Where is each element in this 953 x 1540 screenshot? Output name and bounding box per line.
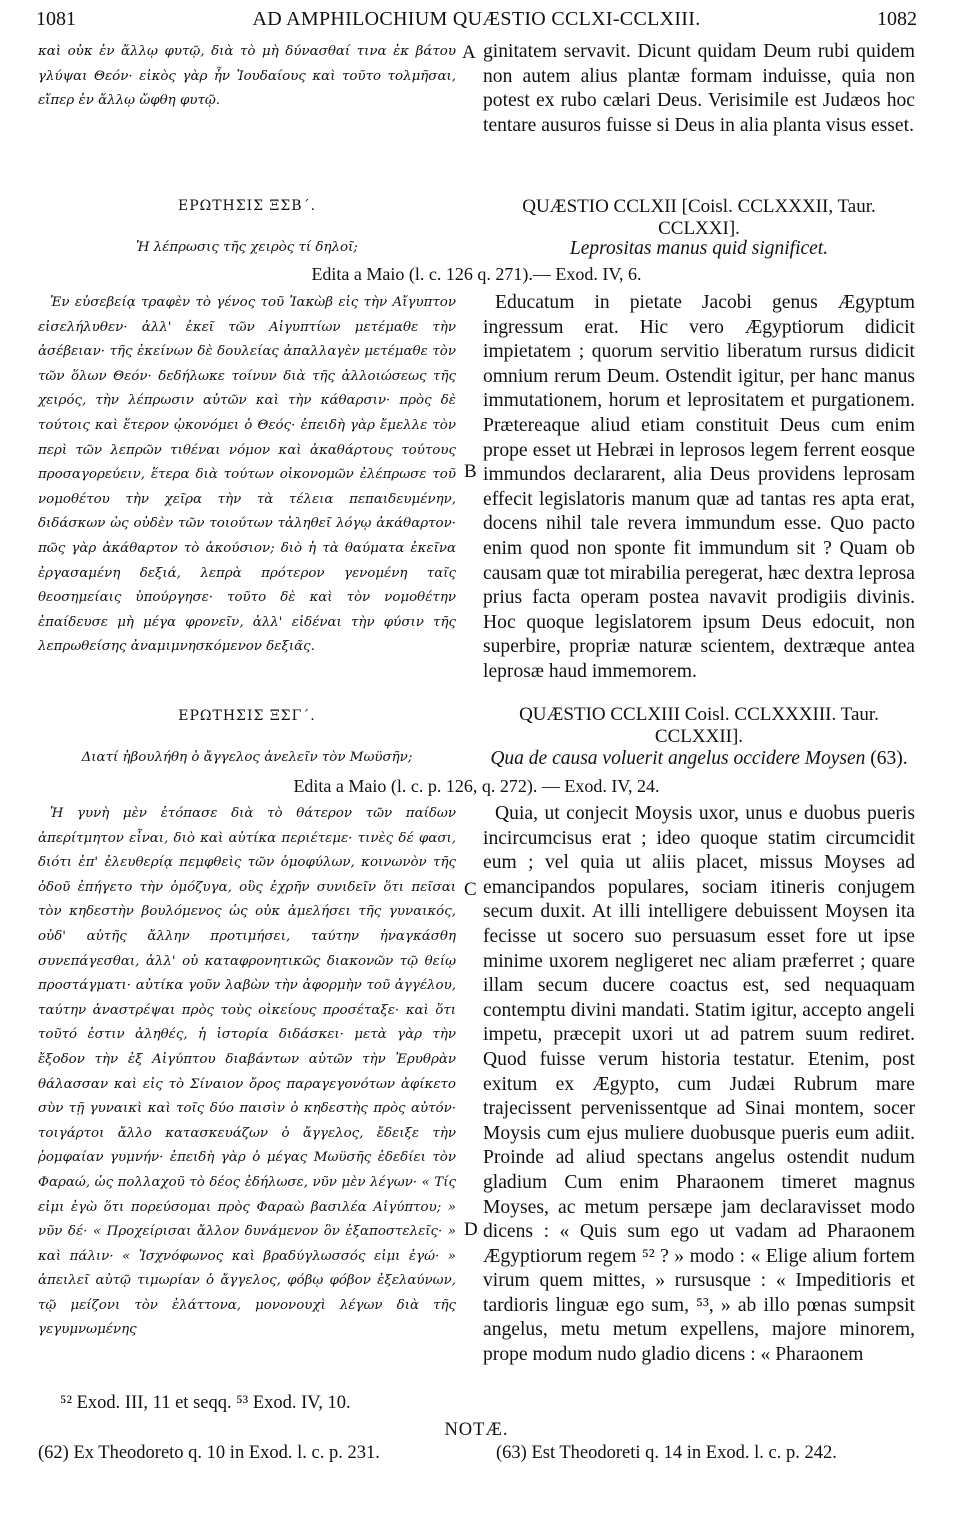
- q263-latin-text: Quia, ut conjecit Moysis uxor, unus e duobus pueris incircumcisus erat ; ideo quoque statim circumcidit eum ; vel quia ut aliis placet, missus Moyses ad emancipandos populares, sociam itineris conjugem secum duxit. At illi intelligere debuissent Moysen ita fecisse ut socero suo persuasum esset fore ut ipse minime uxorem negligeret nec aliam præferret ; quare illam secum ducere coactus est, sed nequaquam contemptu divini mandati. Statim igitur, accepto angeli impetu, præcepit uxori ut ad patrem suum rediret. Quod fuisse verum historia testatur. Etenim, post exitum ex Ægypto, cum Judæi Rubrum mare trajecissent pervenissentque ad Sinai montem, socer Moysis cum ejus muliere duobusque pueris eum adiit. Proinde ad aliud spectans angelus ostendit nudum gladium Cum enim Pharaonem timeret magnus Moyses, ac metum persæpe jam declaravisset modo dicens : « Quis sum ego ut vadam ad Pharaonem Ægyptiorum regem ⁵² ? » modo : « Elige alium fortem virum quem mittes, » rursusque : « Impeditioris et tardioris linguæ ego sum, ⁵³, » ab illo pœnas sumpsit angelus, metu metum expellens, majore minorem, prope modum nudo gladio dicens : « Pharaonem: [483, 803, 915, 1366]
- q262-latin-heading: QUÆSTIO CCLXII [Coisl. CCLXXXII, Taur. CCLXXI].: [522, 196, 876, 239]
- scripture-footnotes: ⁵² Exod. III, 11 et seqq. ⁵³ Exod. IV, 10.: [60, 1393, 351, 1413]
- running-title: AD AMPHILOCHIUM QUÆSTIO CCLXI-CCLXIII.: [252, 8, 701, 30]
- note-63: (63) Est Theodoreti q. 14 in Exod. l. c. p. 242.: [496, 1443, 837, 1463]
- q263-greek-subtitle: Διατί ἠβουλήθη ὁ ἄγγελος ἀνελεῖν τὸν Μωϋσῆν;: [81, 750, 413, 765]
- page-number-right: 1082: [877, 8, 917, 30]
- top-greek-text: καὶ οὐκ ἐν ἄλλῳ φυτῷ, διὰ τὸ μὴ δύνασθαί τινα ἐκ βάτου γλύψαι Θεόν· εἰκὸς γὰρ ἦν Ἰουδαίους καὶ τοῦτο τολμῆσαι, εἴπερ ἐν ἄλλῳ ὤφθη φυτῷ.: [38, 44, 456, 109]
- q263-latin-heading: QUÆSTIO CCLXIII Coisl. CCLXXXIII. Taur. CCLXXII].: [519, 704, 879, 747]
- q262-latin-subtitle: Leprositas manus quid significet.: [569, 238, 829, 259]
- q263-edita-line: Edita a Maio (l. c. p. 126, q. 272). — Exod. IV, 24.: [293, 776, 660, 796]
- q263-greek-text: Ἡ γυνὴ μὲν ἐτόπασε διὰ τὸ θάτερον τῶν παίδων ἀπερίτμητον εἶναι, διὸ καὶ αὐτίκα περιέτεμε· τινὲς δέ φασι, διότι ἐπ' ἐλευθερίᾳ πεμφθεὶς τῶν ὁμοφύλων, κοινωνὸν τῆς ὁδοῦ ἐπήγετο τὴν ὁμόζυγα, οὓς ἐχρῆν συνιδεῖν ὅτι πεῖσαι τὸν κηδεστὴν βουλόμενος ὡς οὐκ ἀμελήσει τῆς γυναικός, οὐδ' αὐτῆς ἄλλην προτιμήσει, ταύτην ἠναγκάσθη συνεπάγεσθαι, ἀλλ' οὐ καταφρονητικῶς διακονῶν τῷ θείῳ προστάγματι· αὐτίκα γοῦν λαβὼν τὴν ἀφορμὴν τοῦ ἀγγέλου, ταύτην ἀναστρέψαι πρὸς τοὺς οἰκείους προσέταξε· καὶ ὅτι τοῦτό ἐστιν ἀληθές, ἡ ἱστορία διδάσκει· μετὰ γὰρ τὴν ἔξοδον τὴν ἐξ Αἰγύπτου διαβάντων αὐτῶν τὴν Ἐρυθρὰν θάλασσαν καὶ εἰς τὸ Σίναιον ὄρος παραγεγονότων ἀφίκετο σὺν τῇ γυναικὶ καὶ τοῖς δύο παισὶν ὁ κηδεστὴς πρὸς αὐτόν· τοιγάρτοι ἄλλο κατασκευάζων ὁ ἄγγελος, ἔδειξε τὴν ῥομφαίαν γυμνήν· ἐπειδὴ γὰρ ὁ μέγας Μωϋσῆς ἐδεδίει τὸν Φαραώ, ὡς πολλαχοῦ τὸ δέος ἐδήλωσε, νῦν μὲν λέγων· « Τίς εἰμι ἐγὼ ὅτι πορεύσομαι πρὸς Φαραὼ βασιλέα Αἰγύπτου; » νῦν δέ· « Προχείρισαι ἄλλον δυνάμενον ὃν ἐξαποστελεῖς· » καὶ πάλιν· « Ἰσχνόφωνος καὶ βραδύγλωσσός εἰμι ἐγώ· » ἀπειλεῖ αὐτῷ τιμωρίαν ὁ ἄγγελος, φόβῳ φόβον ἐξελαύνων, τῷ μείζονι τὸν ἐλάττονα, μονονουχὶ λέγων διὰ τῆς γεγυμνωμένης: [38, 806, 456, 1338]
- margin-letter-a: A: [462, 42, 476, 63]
- top-greek-block: [38, 40, 456, 114]
- top-latin-text: ginitatem servavit. Dicunt quidam Deum rubi quidem non autem alius plantæ formam induisse, quia non potest ex rubo cælari Deus. Verisimile est Judæos hoc tentare ausuros fuisse si Deus in alia planta visus esset.: [483, 41, 915, 136]
- top-latin-block: [483, 40, 915, 138]
- q262-latin-text: Educatum in pietate Jacobi genus Ægyptum ingressum erat. Hic vero Ægyptiorum didicit impietatem ; quorum servitio liberatum rursus didicit omnium rerum Deum. Ostendit igitur, per hanc manus immutationem, horum et leprositatem et purgationem. Prætereaque aliud etiam constituit Deus cum enim prope esset ut Hebræi in leprosos legem ferrent eosque immundos declararent, alia Deus providens leprosam effecit legislatoris manum quæ ad tantas res apta erat, docens nihil tale revera immundum esse. Quo pacto enim quod non sponte fit immundum sit ? Quam ob causam quæ tot mirabilia peregerat, hæc dextra leprosa prius facta operam postea navavit prodigiis divinis. Hoc quoque legislatorem ipsum Deus edocuit, non superbire, propriæ naturæ scientem, dextræque antea leprosæ haud immemorem.: [483, 292, 915, 682]
- q263-latin-subtitle: [483, 748, 915, 770]
- note-62: (62) Ex Theodoreto q. 10 in Exod. l. c. p. 231.: [38, 1443, 380, 1463]
- q263-note-ref: (63).: [870, 748, 908, 769]
- q263-latin-body: [483, 802, 915, 1368]
- page-number-left: 1081: [36, 8, 76, 30]
- q263-greek-heading: ΕΡΩΤΗΣΙΣ ΞΣΓ΄.: [178, 708, 316, 724]
- margin-letter-d: D: [464, 1219, 478, 1240]
- margin-letter-b: B: [464, 461, 477, 482]
- q262-edita-line: Edita a Maio (l. c. 126 q. 271).— Exod. IV, 6.: [311, 264, 642, 284]
- notae-title: NOTÆ.: [444, 1420, 509, 1440]
- q262-greek-heading: ΕΡΩΤΗΣΙΣ ΞΣΒ΄.: [177, 198, 317, 214]
- q263-latin-subtitle-text: Qua de causa voluerit angelus occidere Moysen: [490, 748, 866, 769]
- q262-greek-text: Ἐν εὐσεβείᾳ τραφὲν τὸ γένος τοῦ Ἰακὼβ εἰς τὴν Αἴγυπτον εἰσελήλυθεν· ἀλλ' ἐκεῖ τῶν Αἰγυπτίων μετέμαθε τὴν ἀσέβειαν· τῆς ἐκείνων δὲ δουλείας ἀπαλλαγὲν μετέμαθε τὸν τῶν ὅλων Θεόν· δεδήλωκε τοίνυν διὰ τῆς ἀλλοιώσεως τῆς χειρός, τὴν λέπρωσιν αὐτῶν καὶ τὴν κάθαρσιν· πρὸς δὲ τούτοις καὶ ἕτερον ᾠκονόμει ὁ Θεός· ἐπειδὴ γὰρ ἔμελλε τὸν περὶ τῶν λεπρῶν τιθέναι νόμον καὶ ἀκαθάρτους τούτους προσαγορεύειν, ἕτερα διὰ τούτων οἰκονομῶν ἐλέπρωσε τοῦ νομοθέτου τὴν χεῖρα τὴν τὰ τέλεια πεπαιδευμένην, διδάσκων ὡς οὐδὲν τῶν τοιούτων τἀληθεῖ λόγῳ ἀκάθαρτον· πῶς γὰρ ἀκάθαρτον τὸ ἀκούσιον; διὸ ἡ τὰ θαύματα ἐκεῖνα ἐργασαμένη δεξιά, λεπρὰ πρότερον γενομένη ταῖς θεοσημείαις ὑπούργησε· τοῦτο δὲ καὶ τὸν νομοθέτην ἐπαίδευσε μὴ μέγα φρονεῖν, ἀλλ' εἰδέναι τὴν φύσιν τῆς λεπρωθείσης ἀναμιμνησκόμενον δεξιᾶς.: [38, 295, 456, 655]
- q262-greek-body: [38, 291, 456, 660]
- q262-greek-subtitle: Ἡ λέπρωσις τῆς χειρὸς τί δηλοῖ;: [136, 240, 358, 255]
- q262-latin-body: [483, 291, 915, 685]
- margin-letter-c: C: [464, 879, 477, 900]
- q263-greek-body: [38, 802, 456, 1343]
